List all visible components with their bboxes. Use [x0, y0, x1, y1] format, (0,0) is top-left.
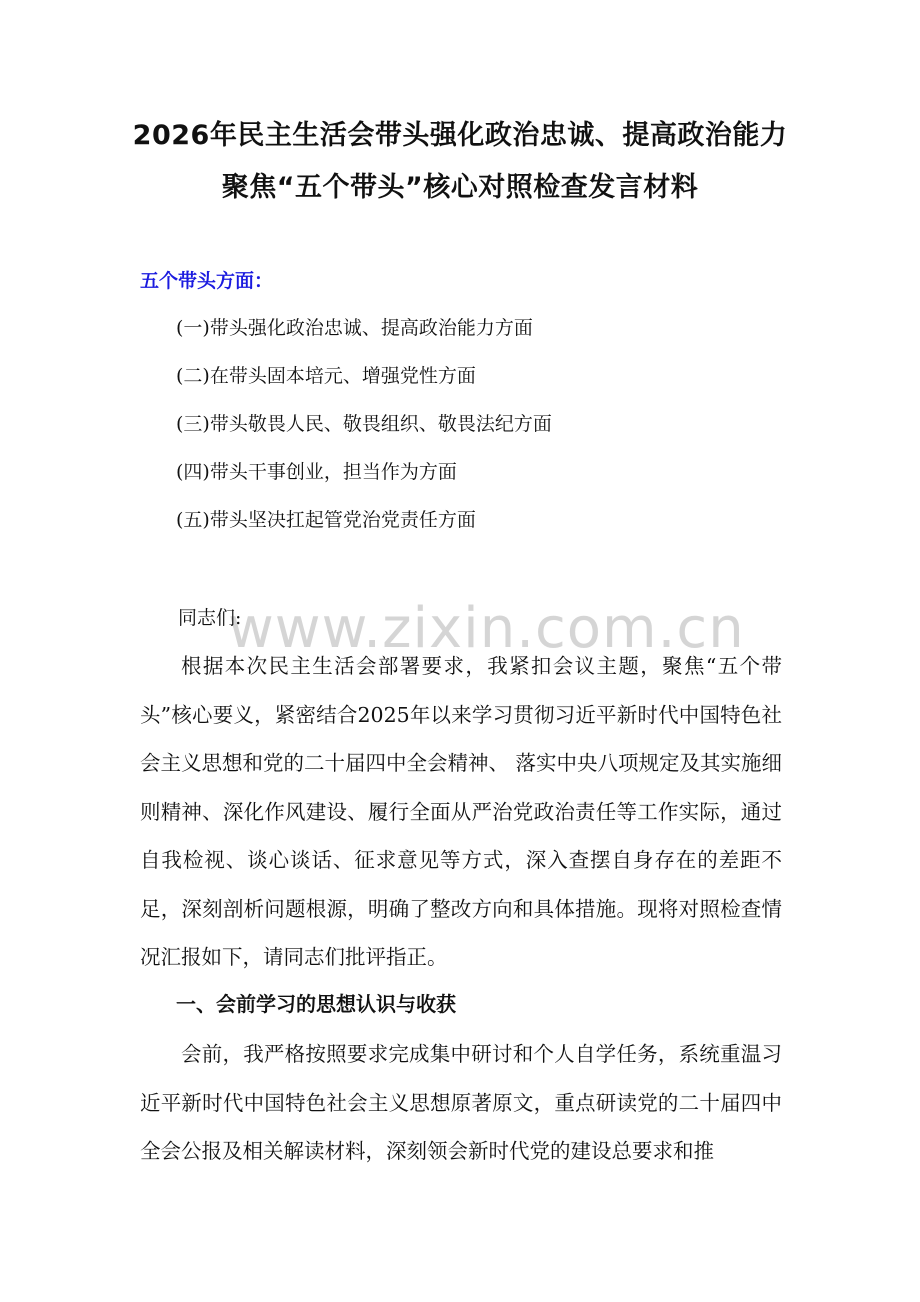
list-item: (三)带头敬畏人民、敬畏组织、敬畏法纪方面 — [176, 413, 552, 435]
greeting: 同志们: — [178, 607, 242, 629]
list-item: (一)带头强化政治忠诚、提高政治能力方面 — [176, 317, 533, 339]
heading-section-one: 一、会前学习的思想认识与收获 — [176, 992, 456, 1016]
title-line-1: 2026年民主生活会带头强化政治忠诚、提高政治能力 — [132, 120, 788, 151]
list-item: (四)带头干事创业，担当作为方面 — [176, 461, 457, 483]
watermark: www.zixin.com.cn — [228, 596, 745, 661]
title-line-2: 聚焦“五个带头”核心对照检查发言材料 — [221, 172, 699, 203]
section-heading: 五个带头方面： — [140, 270, 274, 292]
paragraph-intro: 根据本次民主生活会部署要求，我紧扣会议主题，聚焦“五个带头”核心要义，紧密结合2025年以来学习贯彻习近平新时代中国特色社会主义思想和党的二十届四中全会精神、 落实中央八项规定及其实施细则精神、深化作风建设、履行全面从严治党政治责任等工作实际，通过自我检视、谈心谈话、征求意见等方式，深入查摆自身存在的差距不足，深刻剖析问题根源，明确了整改方向和具体措施。现将对照检查情况汇报如下，请同志们批评指正。 — [140, 654, 783, 969]
list-item: (五)带头坚决扛起管党治党责任方面 — [176, 509, 476, 531]
list-item: (二)在带头固本培元、增强党性方面 — [176, 365, 476, 387]
document-title — [100, 110, 820, 214]
five-aspects-list — [176, 312, 552, 552]
paragraph-study: 会前，我严格按照要求完成集中研讨和个人自学任务，系统重温习近平新时代中国特色社会主义思想原著原文，重点研读党的二十届四中全会公报及相关解读材料，深刻领会新时代党的建设总要求和推 — [140, 1042, 782, 1163]
